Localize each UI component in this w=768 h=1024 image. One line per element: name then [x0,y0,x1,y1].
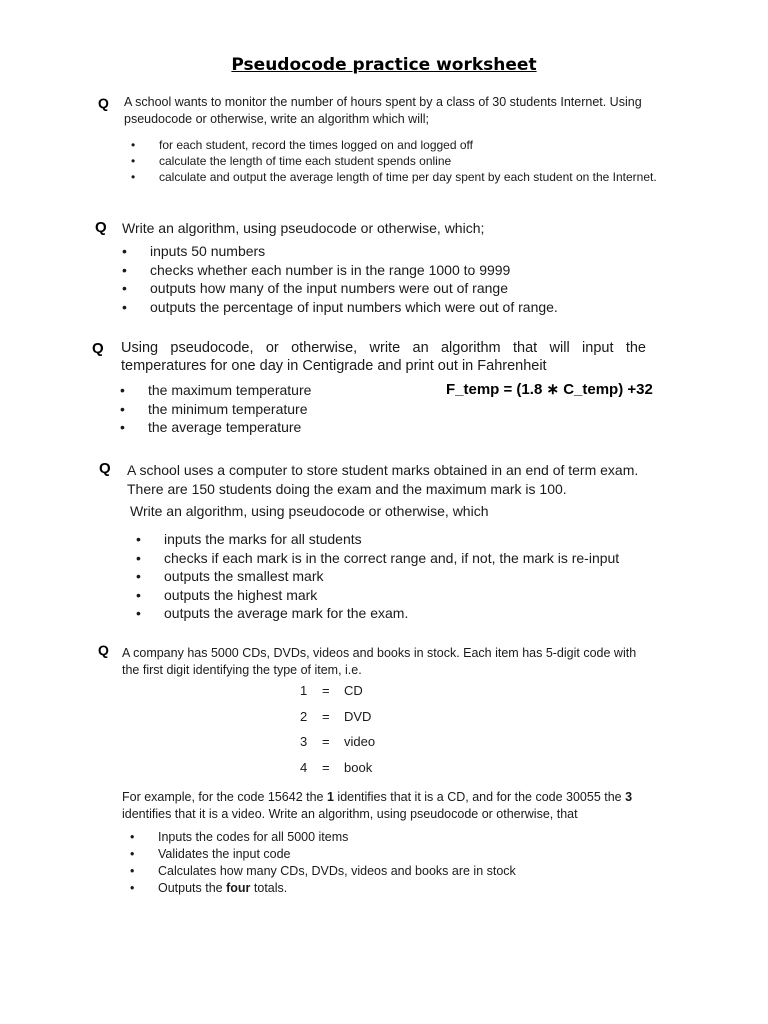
question-1-bullets [131,137,671,185]
list-item: • inputs the marks for all students [136,530,676,549]
code-equals: = [322,759,330,775]
list-item: • outputs the highest mark [136,586,676,605]
list-item: • checks whether each number is in the range 1000 to 9999 [122,261,682,280]
code-equals: = [322,683,330,699]
list-item: • for each student, record the times logged on and logged off [131,137,671,153]
question-3-bullets [120,381,440,437]
list-item: • inputs 50 numbers [122,242,682,261]
code-digit: 3 [300,734,308,750]
example-text: For example, for the code 15642 the [122,790,327,804]
example-bold-digit: 3 [625,790,633,804]
table-row [300,755,375,781]
question-4-bullets [136,530,676,623]
list-item: • Inputs the codes for all 5000 items [130,829,670,846]
question-5-bullets [130,829,670,897]
question-4-intro: A school uses a computer to store student marks obtained in an end of term exam. There are 150 students doing the exam and the maximum mark is 100. [127,462,639,497]
list-item: • calculate and output the average length of time per day spent by each student on the Internet. [131,169,671,185]
item-code-table [300,678,375,780]
question-2-bullets [122,242,682,316]
question-marker: Q [95,219,107,236]
code-type: video [344,734,376,750]
question-marker: Q [99,460,111,477]
bullet-bold-text: four [226,881,251,895]
example-bold-digit: 1 [327,790,334,804]
table-row [300,678,375,704]
question-3-intro: Using pseudocode, or otherwise, write an algorithm that will input the temperatures for one day in Centigrade and print out in Fahrenheit [121,340,646,374]
list-item: • outputs the smallest mark [136,567,676,586]
code-type: DVD [344,708,372,724]
list-item: • calculate the length of time each student spends online [131,153,671,169]
code-equals: = [322,708,330,724]
code-digit: 2 [300,708,308,724]
code-digit: 1 [300,683,308,699]
list-item: • Calculates how many CDs, DVDs, videos and books are in stock [130,863,670,880]
code-digit: 4 [300,759,308,775]
question-4-instruction: Write an algorithm, using pseudocode or otherwise, which [130,503,489,519]
question-marker: Q [92,340,104,357]
question-5-example [122,789,682,823]
question-1-intro: A school wants to monitor the number of hours spent by a class of 30 students Internet. Using pseudocode or otherwise, write an algorithm which will; [124,95,642,126]
worksheet-title: Pseudocode practice worksheet [231,55,537,75]
list-item: • the maximum temperature [120,381,440,400]
list-item: • outputs the percentage of input numbers which were out of range. [122,298,682,317]
question-5-intro: A company has 5000 CDs, DVDs, videos and books in stock. Each item has 5-digit code with the first digit identifying the type of item, i.e. [122,646,637,677]
bullet-text: totals. [250,881,288,895]
question-2-intro: Write an algorithm, using pseudocode or otherwise, which; [122,220,485,236]
conversion-formula: F_temp = (1.8 ∗ C_temp) +32 [446,381,653,398]
code-type: book [344,759,373,775]
list-item: • Validates the input code [130,846,670,863]
code-equals: = [322,734,330,750]
example-text: identifies that it is a video. Write an algorithm, using pseudocode or otherwise, that [122,807,578,821]
bullet-text: Outputs the [158,881,227,895]
list-item: • outputs the average mark for the exam. [136,604,676,623]
list-item [130,880,670,897]
example-text: identifies that it is a CD, and for the code 30055 the [333,790,626,804]
table-row [300,729,375,755]
list-item: • outputs how many of the input numbers were out of range [122,279,682,298]
list-item: • checks if each mark is in the correct range and, if not, the mark is re-input [136,549,676,568]
list-item: • the average temperature [120,418,440,437]
table-row [300,704,375,730]
list-item: • the minimum temperature [120,400,440,419]
code-type: CD [344,683,363,699]
question-marker: Q [98,95,109,111]
question-marker: Q [98,642,109,658]
